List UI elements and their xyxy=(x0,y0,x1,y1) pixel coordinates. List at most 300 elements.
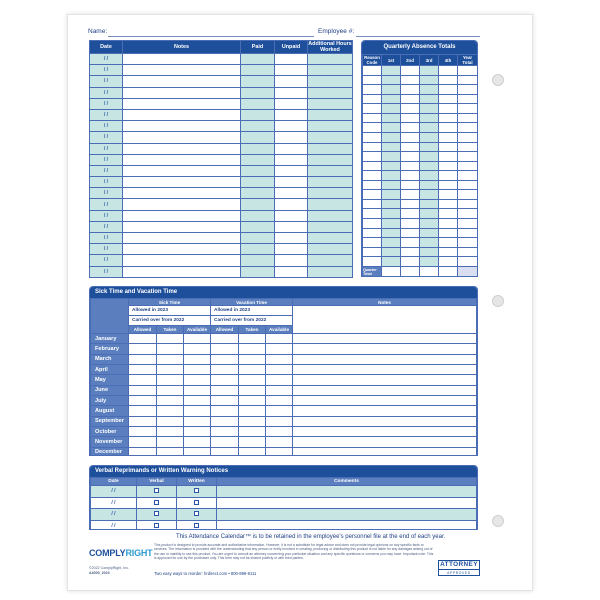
quarter-cell[interactable] xyxy=(401,142,420,152)
quarter-cell[interactable] xyxy=(401,219,420,229)
quarter-cell[interactable] xyxy=(401,161,420,171)
month-notes-cell[interactable] xyxy=(293,364,477,374)
quarter-total-cell[interactable] xyxy=(439,266,458,277)
quarter-cell[interactable] xyxy=(401,75,420,85)
reason-code-cell[interactable] xyxy=(363,75,382,85)
attendance-paid-cell[interactable] xyxy=(241,188,275,199)
quarter-cell[interactable] xyxy=(382,132,401,142)
vacation-time-cell[interactable] xyxy=(211,354,239,364)
quarter-cell[interactable] xyxy=(401,257,420,267)
written-checkbox[interactable] xyxy=(194,511,199,516)
vacation-time-cell[interactable] xyxy=(211,344,239,354)
quarter-cell[interactable] xyxy=(382,152,401,162)
sick-time-cell[interactable] xyxy=(157,416,184,426)
attendance-notes-cell[interactable] xyxy=(123,87,241,98)
vacation-time-cell[interactable] xyxy=(239,426,266,436)
sick-time-cell[interactable] xyxy=(129,447,157,456)
attendance-date-cell[interactable]: / / xyxy=(90,132,123,143)
sick-time-cell[interactable] xyxy=(129,344,157,354)
sick-time-cell[interactable] xyxy=(129,416,157,426)
quarter-cell[interactable] xyxy=(401,132,420,142)
quarter-total-cell[interactable] xyxy=(401,266,420,277)
quarter-cell[interactable] xyxy=(401,113,420,123)
quarter-cell[interactable] xyxy=(458,209,478,219)
quarter-cell[interactable] xyxy=(458,161,478,171)
month-notes-cell[interactable] xyxy=(293,406,477,416)
attendance-unpaid-cell[interactable] xyxy=(275,266,308,277)
attendance-notes-cell[interactable] xyxy=(123,65,241,76)
quarter-cell[interactable] xyxy=(382,257,401,267)
quarter-cell[interactable] xyxy=(382,199,401,209)
vacation-time-cell[interactable] xyxy=(211,334,239,344)
vacation-time-cell[interactable] xyxy=(239,395,266,405)
vacation-time-cell[interactable] xyxy=(211,364,239,374)
attendance-notes-cell[interactable] xyxy=(123,76,241,87)
attendance-date-cell[interactable]: / / xyxy=(90,233,123,244)
quarter-cell[interactable] xyxy=(439,199,458,209)
vacation-time-cell[interactable] xyxy=(211,375,239,385)
sick-time-cell[interactable] xyxy=(129,437,157,447)
attendance-notes-cell[interactable] xyxy=(123,210,241,221)
vacation-time-cell[interactable] xyxy=(266,395,293,405)
attendance-hours-cell[interactable] xyxy=(308,65,353,76)
verbal-checkbox[interactable] xyxy=(154,500,159,505)
written-checkbox[interactable] xyxy=(194,523,199,528)
sick-time-cell[interactable] xyxy=(184,406,211,416)
vacation-time-cell[interactable] xyxy=(266,447,293,456)
sick-time-cell[interactable] xyxy=(184,447,211,456)
sick-time-cell[interactable] xyxy=(157,406,184,416)
quarter-cell[interactable] xyxy=(401,190,420,200)
sick-time-cell[interactable] xyxy=(157,447,184,456)
quarter-cell[interactable] xyxy=(401,152,420,162)
quarter-cell[interactable] xyxy=(458,142,478,152)
quarter-cell[interactable] xyxy=(458,66,478,76)
quarter-cell[interactable] xyxy=(420,113,439,123)
sick-time-cell[interactable] xyxy=(184,354,211,364)
sick-time-cell[interactable] xyxy=(184,395,211,405)
quarter-cell[interactable] xyxy=(458,171,478,181)
sick-time-cell[interactable] xyxy=(157,354,184,364)
quarter-cell[interactable] xyxy=(401,247,420,257)
attendance-date-cell[interactable]: / / xyxy=(90,255,123,266)
verbal-date-cell[interactable]: / / xyxy=(91,520,137,530)
attendance-hours-cell[interactable] xyxy=(308,210,353,221)
quarter-cell[interactable] xyxy=(382,123,401,133)
vacation-time-cell[interactable] xyxy=(211,437,239,447)
vacation-time-cell[interactable] xyxy=(239,334,266,344)
quarter-cell[interactable] xyxy=(439,142,458,152)
sick-time-cell[interactable] xyxy=(184,416,211,426)
attendance-unpaid-cell[interactable] xyxy=(275,76,308,87)
month-notes-cell[interactable] xyxy=(293,354,477,364)
attendance-hours-cell[interactable] xyxy=(308,233,353,244)
attendance-notes-cell[interactable] xyxy=(123,177,241,188)
quarter-cell[interactable] xyxy=(382,66,401,76)
month-notes-cell[interactable] xyxy=(293,375,477,385)
vacation-time-cell[interactable] xyxy=(211,395,239,405)
comments-cell[interactable] xyxy=(217,520,477,530)
vacation-time-cell[interactable] xyxy=(239,385,266,395)
quarter-cell[interactable] xyxy=(458,190,478,200)
quarter-cell[interactable] xyxy=(439,228,458,238)
attendance-paid-cell[interactable] xyxy=(241,132,275,143)
attendance-date-cell[interactable]: / / xyxy=(90,76,123,87)
attendance-hours-cell[interactable] xyxy=(308,98,353,109)
reason-code-cell[interactable] xyxy=(363,190,382,200)
quarter-cell[interactable] xyxy=(420,257,439,267)
quarter-cell[interactable] xyxy=(401,85,420,95)
attendance-paid-cell[interactable] xyxy=(241,121,275,132)
vacation-time-cell[interactable] xyxy=(266,354,293,364)
attendance-hours-cell[interactable] xyxy=(308,143,353,154)
reason-code-cell[interactable] xyxy=(363,238,382,248)
quarter-cell[interactable] xyxy=(458,257,478,267)
quarter-cell[interactable] xyxy=(439,123,458,133)
vacation-time-cell[interactable] xyxy=(266,406,293,416)
attendance-unpaid-cell[interactable] xyxy=(275,177,308,188)
attendance-hours-cell[interactable] xyxy=(308,188,353,199)
attendance-paid-cell[interactable] xyxy=(241,221,275,232)
attendance-date-cell[interactable]: / / xyxy=(90,266,123,277)
attendance-hours-cell[interactable] xyxy=(308,266,353,277)
vacation-time-cell[interactable] xyxy=(239,447,266,456)
attendance-date-cell[interactable]: / / xyxy=(90,109,123,120)
attendance-date-cell[interactable]: / / xyxy=(90,177,123,188)
sick-time-cell[interactable] xyxy=(157,437,184,447)
sick-time-cell[interactable] xyxy=(184,375,211,385)
reason-code-cell[interactable] xyxy=(363,228,382,238)
attendance-unpaid-cell[interactable] xyxy=(275,221,308,232)
attendance-unpaid-cell[interactable] xyxy=(275,65,308,76)
quarter-cell[interactable] xyxy=(420,123,439,133)
attendance-notes-cell[interactable] xyxy=(123,98,241,109)
reason-code-cell[interactable] xyxy=(363,94,382,104)
written-checkbox[interactable] xyxy=(194,488,199,493)
reason-code-cell[interactable] xyxy=(363,257,382,267)
vacation-time-cell[interactable] xyxy=(239,437,266,447)
vacation-time-cell[interactable] xyxy=(266,364,293,374)
attendance-paid-cell[interactable] xyxy=(241,199,275,210)
reason-code-cell[interactable] xyxy=(363,152,382,162)
quarter-cell[interactable] xyxy=(382,171,401,181)
attendance-date-cell[interactable]: / / xyxy=(90,143,123,154)
name-field[interactable] xyxy=(108,36,314,37)
quarter-cell[interactable] xyxy=(382,228,401,238)
quarter-cell[interactable] xyxy=(439,171,458,181)
vacation-time-cell[interactable] xyxy=(266,334,293,344)
quarter-cell[interactable] xyxy=(439,94,458,104)
attendance-unpaid-cell[interactable] xyxy=(275,87,308,98)
attendance-paid-cell[interactable] xyxy=(241,98,275,109)
attendance-paid-cell[interactable] xyxy=(241,177,275,188)
quarter-cell[interactable] xyxy=(401,238,420,248)
quarter-cell[interactable] xyxy=(382,94,401,104)
quarter-cell[interactable] xyxy=(439,161,458,171)
quarter-cell[interactable] xyxy=(382,104,401,114)
quarter-cell[interactable] xyxy=(458,228,478,238)
sick-time-cell[interactable] xyxy=(129,375,157,385)
comments-cell[interactable] xyxy=(217,509,477,521)
reason-code-cell[interactable] xyxy=(363,113,382,123)
vacation-time-cell[interactable] xyxy=(266,416,293,426)
attendance-paid-cell[interactable] xyxy=(241,154,275,165)
sick-time-cell[interactable] xyxy=(157,364,184,374)
quarter-cell[interactable] xyxy=(401,199,420,209)
sick-time-cell[interactable] xyxy=(184,364,211,374)
month-notes-cell[interactable] xyxy=(293,385,477,395)
quarter-cell[interactable] xyxy=(382,247,401,257)
sick-time-cell[interactable] xyxy=(184,426,211,436)
attendance-unpaid-cell[interactable] xyxy=(275,210,308,221)
attendance-notes-cell[interactable] xyxy=(123,188,241,199)
attendance-hours-cell[interactable] xyxy=(308,255,353,266)
quarter-cell[interactable] xyxy=(420,247,439,257)
attendance-notes-cell[interactable] xyxy=(123,255,241,266)
attendance-paid-cell[interactable] xyxy=(241,210,275,221)
vacation-time-cell[interactable] xyxy=(266,385,293,395)
quarter-total-cell[interactable] xyxy=(420,266,439,277)
sick-time-cell[interactable] xyxy=(129,364,157,374)
attendance-date-cell[interactable]: / / xyxy=(90,210,123,221)
reason-code-cell[interactable] xyxy=(363,247,382,257)
quarter-cell[interactable] xyxy=(458,75,478,85)
comments-cell[interactable] xyxy=(217,497,477,509)
quarter-cell[interactable] xyxy=(382,209,401,219)
employee-number-field[interactable] xyxy=(356,36,480,37)
attendance-hours-cell[interactable] xyxy=(308,177,353,188)
attendance-date-cell[interactable]: / / xyxy=(90,188,123,199)
sick-time-cell[interactable] xyxy=(129,426,157,436)
attendance-paid-cell[interactable] xyxy=(241,76,275,87)
quarter-cell[interactable] xyxy=(420,66,439,76)
reason-code-cell[interactable] xyxy=(363,199,382,209)
quarter-cell[interactable] xyxy=(382,238,401,248)
quarter-cell[interactable] xyxy=(439,104,458,114)
quarter-cell[interactable] xyxy=(439,209,458,219)
quarter-cell[interactable] xyxy=(458,247,478,257)
sick-time-cell[interactable] xyxy=(184,344,211,354)
quarter-cell[interactable] xyxy=(420,85,439,95)
notes-area[interactable] xyxy=(293,306,477,334)
quarter-cell[interactable] xyxy=(458,238,478,248)
attendance-hours-cell[interactable] xyxy=(308,54,353,65)
quarter-cell[interactable] xyxy=(420,199,439,209)
attendance-notes-cell[interactable] xyxy=(123,121,241,132)
quarter-cell[interactable] xyxy=(420,219,439,229)
attendance-hours-cell[interactable] xyxy=(308,154,353,165)
attendance-unpaid-cell[interactable] xyxy=(275,132,308,143)
attendance-hours-cell[interactable] xyxy=(308,121,353,132)
quarter-cell[interactable] xyxy=(439,152,458,162)
attendance-unpaid-cell[interactable] xyxy=(275,199,308,210)
reason-code-cell[interactable] xyxy=(363,66,382,76)
quarter-cell[interactable] xyxy=(420,171,439,181)
attendance-paid-cell[interactable] xyxy=(241,54,275,65)
month-notes-cell[interactable] xyxy=(293,395,477,405)
quarter-cell[interactable] xyxy=(382,142,401,152)
quarter-cell[interactable] xyxy=(420,209,439,219)
attendance-paid-cell[interactable] xyxy=(241,255,275,266)
sick-time-cell[interactable] xyxy=(129,354,157,364)
vacation-time-cell[interactable] xyxy=(211,426,239,436)
vacation-time-cell[interactable] xyxy=(239,406,266,416)
vacation-time-cell[interactable] xyxy=(239,364,266,374)
attendance-hours-cell[interactable] xyxy=(308,132,353,143)
vacation-time-cell[interactable] xyxy=(211,416,239,426)
quarter-cell[interactable] xyxy=(439,219,458,229)
quarter-cell[interactable] xyxy=(401,171,420,181)
month-notes-cell[interactable] xyxy=(293,426,477,436)
attendance-notes-cell[interactable] xyxy=(123,109,241,120)
attendance-date-cell[interactable]: / / xyxy=(90,98,123,109)
quarter-cell[interactable] xyxy=(382,113,401,123)
attendance-paid-cell[interactable] xyxy=(241,233,275,244)
attendance-paid-cell[interactable] xyxy=(241,244,275,255)
attendance-date-cell[interactable]: / / xyxy=(90,87,123,98)
quarter-cell[interactable] xyxy=(439,257,458,267)
vacation-time-cell[interactable] xyxy=(239,354,266,364)
attendance-hours-cell[interactable] xyxy=(308,165,353,176)
sick-time-cell[interactable] xyxy=(129,385,157,395)
quarter-cell[interactable] xyxy=(420,132,439,142)
attendance-unpaid-cell[interactable] xyxy=(275,143,308,154)
sick-time-cell[interactable] xyxy=(157,334,184,344)
attendance-paid-cell[interactable] xyxy=(241,143,275,154)
vacation-time-cell[interactable] xyxy=(239,416,266,426)
written-checkbox[interactable] xyxy=(194,500,199,505)
reason-code-cell[interactable] xyxy=(363,171,382,181)
attendance-unpaid-cell[interactable] xyxy=(275,121,308,132)
quarter-cell[interactable] xyxy=(439,85,458,95)
attendance-paid-cell[interactable] xyxy=(241,65,275,76)
quarter-cell[interactable] xyxy=(458,94,478,104)
attendance-notes-cell[interactable] xyxy=(123,244,241,255)
quarter-cell[interactable] xyxy=(458,113,478,123)
quarter-cell[interactable] xyxy=(382,75,401,85)
quarter-cell[interactable] xyxy=(401,123,420,133)
quarter-cell[interactable] xyxy=(439,247,458,257)
month-notes-cell[interactable] xyxy=(293,447,477,456)
quarter-cell[interactable] xyxy=(439,132,458,142)
vacation-time-cell[interactable] xyxy=(266,437,293,447)
vacation-time-cell[interactable] xyxy=(266,426,293,436)
attendance-unpaid-cell[interactable] xyxy=(275,244,308,255)
attendance-hours-cell[interactable] xyxy=(308,221,353,232)
attendance-date-cell[interactable]: / / xyxy=(90,199,123,210)
verbal-date-cell[interactable]: / / xyxy=(91,486,137,498)
reason-code-cell[interactable] xyxy=(363,180,382,190)
attendance-hours-cell[interactable] xyxy=(308,244,353,255)
quarter-cell[interactable] xyxy=(401,209,420,219)
sick-time-cell[interactable] xyxy=(129,395,157,405)
attendance-unpaid-cell[interactable] xyxy=(275,154,308,165)
quarter-cell[interactable] xyxy=(439,75,458,85)
attendance-date-cell[interactable]: / / xyxy=(90,244,123,255)
sick-time-cell[interactable] xyxy=(184,385,211,395)
quarter-cell[interactable] xyxy=(458,85,478,95)
month-notes-cell[interactable] xyxy=(293,416,477,426)
quarter-cell[interactable] xyxy=(458,123,478,133)
reason-code-cell[interactable] xyxy=(363,161,382,171)
attendance-notes-cell[interactable] xyxy=(123,199,241,210)
quarter-cell[interactable] xyxy=(458,180,478,190)
sick-time-cell[interactable] xyxy=(157,344,184,354)
vacation-time-cell[interactable] xyxy=(211,447,239,456)
quarter-cell[interactable] xyxy=(420,228,439,238)
quarter-cell[interactable] xyxy=(458,219,478,229)
attendance-date-cell[interactable]: / / xyxy=(90,54,123,65)
reason-code-cell[interactable] xyxy=(363,104,382,114)
vacation-time-cell[interactable] xyxy=(239,344,266,354)
attendance-notes-cell[interactable] xyxy=(123,165,241,176)
vacation-time-cell[interactable] xyxy=(266,344,293,354)
quarter-cell[interactable] xyxy=(439,238,458,248)
quarter-cell[interactable] xyxy=(382,85,401,95)
attendance-unpaid-cell[interactable] xyxy=(275,188,308,199)
quarter-cell[interactable] xyxy=(420,190,439,200)
comments-cell[interactable] xyxy=(217,486,477,498)
attendance-notes-cell[interactable] xyxy=(123,132,241,143)
vacation-time-cell[interactable] xyxy=(211,406,239,416)
quarter-cell[interactable] xyxy=(420,104,439,114)
reason-code-cell[interactable] xyxy=(363,132,382,142)
quarter-total-cell[interactable] xyxy=(382,266,401,277)
attendance-notes-cell[interactable] xyxy=(123,266,241,277)
attendance-hours-cell[interactable] xyxy=(308,199,353,210)
verbal-date-cell[interactable]: / / xyxy=(91,509,137,521)
attendance-date-cell[interactable]: / / xyxy=(90,221,123,232)
attendance-unpaid-cell[interactable] xyxy=(275,98,308,109)
quarter-cell[interactable] xyxy=(439,66,458,76)
sick-time-cell[interactable] xyxy=(129,406,157,416)
sick-time-cell[interactable] xyxy=(184,437,211,447)
sick-time-cell[interactable] xyxy=(157,385,184,395)
quarter-cell[interactable] xyxy=(382,161,401,171)
quarter-cell[interactable] xyxy=(382,190,401,200)
quarter-cell[interactable] xyxy=(420,161,439,171)
attendance-date-cell[interactable]: / / xyxy=(90,121,123,132)
attendance-notes-cell[interactable] xyxy=(123,154,241,165)
quarter-cell[interactable] xyxy=(420,180,439,190)
quarter-cell[interactable] xyxy=(439,190,458,200)
attendance-paid-cell[interactable] xyxy=(241,165,275,176)
reason-code-cell[interactable] xyxy=(363,209,382,219)
quarter-cell[interactable] xyxy=(401,66,420,76)
attendance-hours-cell[interactable] xyxy=(308,87,353,98)
quarter-cell[interactable] xyxy=(420,142,439,152)
quarter-cell[interactable] xyxy=(401,94,420,104)
quarter-cell[interactable] xyxy=(382,219,401,229)
quarter-cell[interactable] xyxy=(458,104,478,114)
attendance-date-cell[interactable]: / / xyxy=(90,165,123,176)
sick-time-cell[interactable] xyxy=(157,395,184,405)
attendance-notes-cell[interactable] xyxy=(123,233,241,244)
attendance-unpaid-cell[interactable] xyxy=(275,255,308,266)
sick-time-cell[interactable] xyxy=(129,334,157,344)
verbal-checkbox[interactable] xyxy=(154,523,159,528)
attendance-hours-cell[interactable] xyxy=(308,76,353,87)
quarter-cell[interactable] xyxy=(420,238,439,248)
quarter-cell[interactable] xyxy=(401,228,420,238)
quarter-cell[interactable] xyxy=(439,180,458,190)
attendance-unpaid-cell[interactable] xyxy=(275,109,308,120)
quarter-cell[interactable] xyxy=(420,152,439,162)
reason-code-cell[interactable] xyxy=(363,142,382,152)
quarter-cell[interactable] xyxy=(458,132,478,142)
vacation-time-cell[interactable] xyxy=(266,375,293,385)
verbal-checkbox[interactable] xyxy=(154,488,159,493)
